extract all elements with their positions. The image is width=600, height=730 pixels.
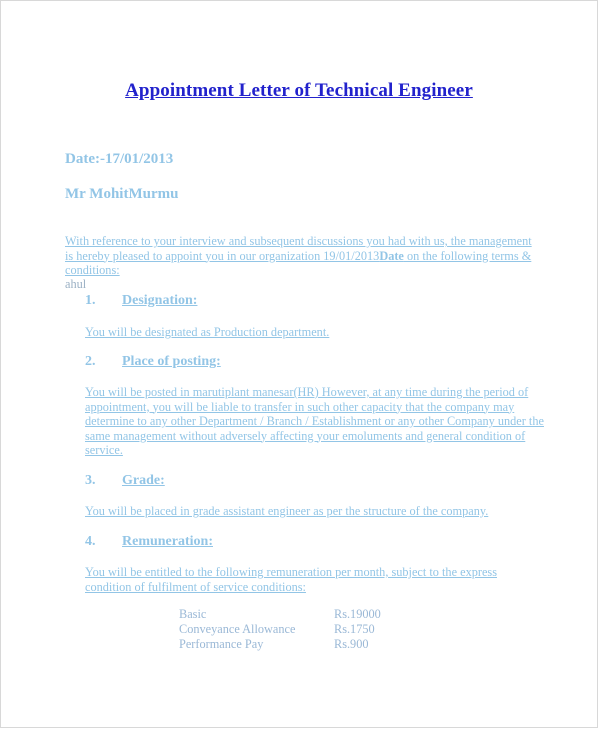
section-number: 1. [85,293,96,308]
remuneration-amount: Rs.1750 [334,622,375,636]
date-line: Date:-17/01/2013 [65,151,174,167]
section-number: 2. [85,354,96,369]
recipient-name: Mr MohitMurmu [65,186,179,202]
intro-bold-date: Date [379,248,404,263]
section-heading-grade [85,473,165,489]
stray-text: ahul [65,277,87,291]
section-body-grade: You will be placed in grade assistant engineer as per the structure of the company. [85,504,489,518]
section-label: Place of posting: [122,354,221,369]
section-number: 3. [85,473,96,488]
remuneration-row [179,607,381,622]
section-heading-designation [85,293,197,309]
section-heading-remuneration [85,534,213,550]
remuneration-row [179,637,369,652]
section-number: 4. [85,534,96,549]
remuneration-amount: Rs.900 [334,637,369,651]
intro-text-end: on the following terms & conditions: [65,248,532,277]
section-body-remuneration: You will be entitled to the following remuneration per month, subject to the express condition of fulfilment of service conditions: [85,565,497,594]
section-body-designation: You will be designated as Production department. [85,325,330,339]
document-title: Appointment Letter of Technical Engineer [125,80,473,101]
remuneration-amount: Rs.19000 [334,607,381,621]
remuneration-row [179,622,375,637]
intro-paragraph [65,234,535,278]
remuneration-item: Conveyance Allowance [179,622,296,636]
section-label: Grade: [122,473,165,488]
section-label: Remuneration: [122,534,213,549]
section-heading-place-of-posting [85,354,221,370]
section-label: Designation: [122,293,198,308]
remuneration-item: Performance Pay [179,637,264,651]
intro-text: With reference to your interview and subsequent discussions you had with us, the management is hereby pleased to appoint you in our organization 19/01/2013 [65,234,532,263]
section-body-place-of-posting: You will be posted in marutiplant manesar(HR) However, at any time during the period of appointment, you will be liable to transfer in such other capacity that the company may determine to any other Department / Branch / Establishment or any other Company under the same management without adversely affecting your emoluments and general condition of service. [85,385,544,457]
remuneration-item: Basic [179,607,207,621]
